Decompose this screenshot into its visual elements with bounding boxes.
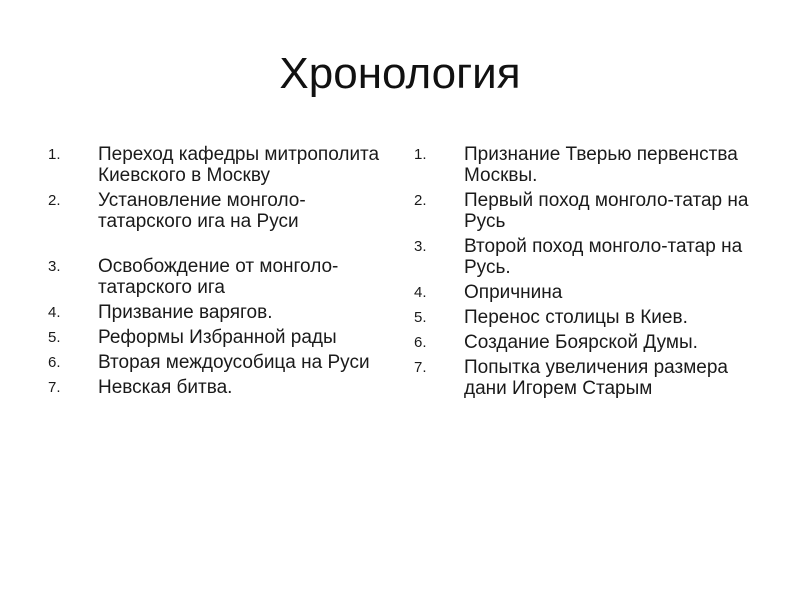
item-number: 5. (48, 329, 61, 346)
slide-title: Хронология (279, 49, 521, 98)
item-number: 1. (48, 146, 61, 163)
left-list-item (48, 144, 388, 186)
item-text: Невская битва. (98, 377, 233, 398)
item-number: 2. (414, 192, 427, 209)
item-text: Признание Тверью первенства Москвы. (464, 144, 738, 186)
left-list (48, 144, 388, 402)
left-list-item (48, 302, 388, 323)
item-number: 3. (48, 258, 61, 275)
left-list-item (48, 256, 388, 298)
item-number: 7. (414, 359, 427, 376)
item-text: Второй поход монголо-татар на Русь. (464, 236, 743, 278)
item-number: 7. (48, 379, 61, 396)
right-list-item (414, 357, 764, 399)
item-text: Создание Боярской Думы. (464, 332, 698, 353)
left-list-item (48, 190, 388, 232)
left-list-item (48, 352, 388, 373)
right-list-item (414, 236, 764, 278)
item-text: Вторая междоусобица на Руси (98, 352, 370, 373)
item-text: Реформы Избранной рады (98, 327, 337, 348)
item-text: Опричнина (464, 282, 563, 303)
item-text: Установление монголо-татарского ига на Руси (98, 190, 306, 232)
item-number: 6. (414, 334, 427, 351)
right-list-item (414, 282, 764, 303)
right-list (414, 144, 764, 403)
item-number: 3. (414, 238, 427, 255)
left-list-item (48, 377, 388, 398)
item-text: Первый поход монголо-татар на Русь (464, 190, 749, 232)
item-text: Перенос столицы в Киев. (464, 307, 688, 328)
right-list-item (414, 307, 764, 328)
left-list-item (48, 327, 388, 348)
right-list-item (414, 332, 764, 353)
item-text: Переход кафедры митрополита Киевского в Москву (98, 144, 380, 186)
item-text: Попытка увеличения размера дани Игорем Старым (464, 357, 728, 399)
item-number: 1. (414, 146, 427, 163)
item-text: Призвание варягов. (98, 302, 273, 323)
item-number: 5. (414, 309, 427, 326)
item-number: 4. (414, 284, 427, 301)
right-list-item (414, 144, 764, 186)
item-number: 6. (48, 354, 61, 371)
item-text: Освобождение от монголо-татарского ига (98, 256, 339, 298)
item-number: 2. (48, 192, 61, 209)
right-list-item (414, 190, 764, 232)
item-number: 4. (48, 304, 61, 321)
